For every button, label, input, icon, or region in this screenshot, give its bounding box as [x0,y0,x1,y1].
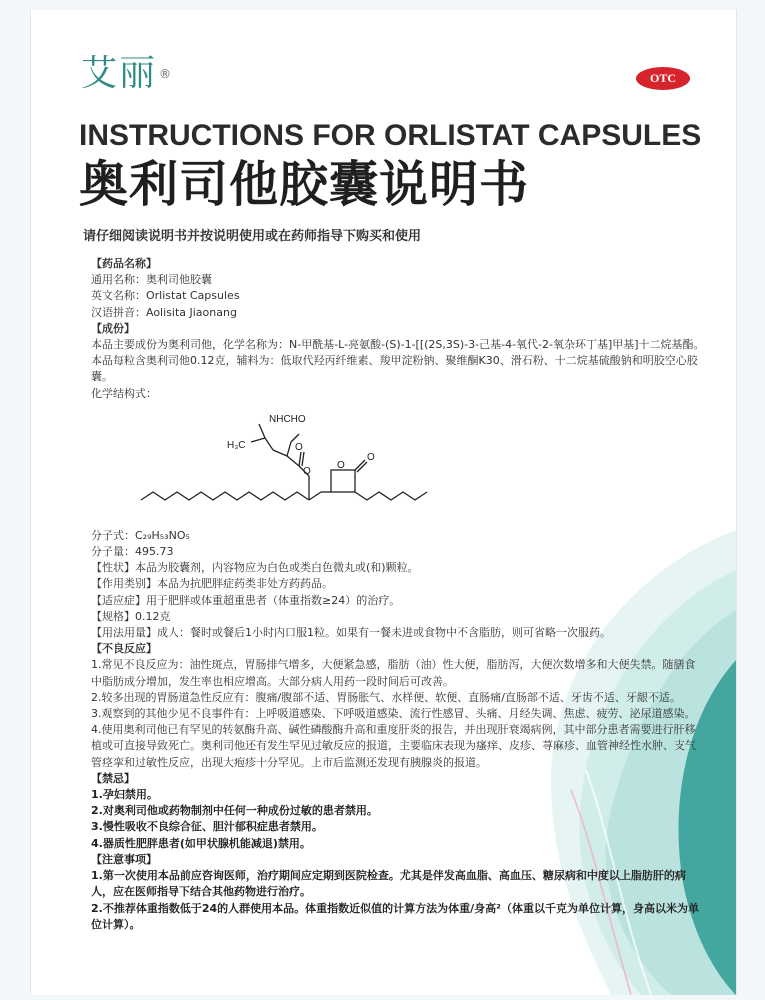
brand-name: 艾丽 [81,53,158,94]
molecular-weight [91,544,706,560]
otc-badge: OTC [636,67,690,90]
oxygen-label-1: O [295,441,303,453]
leaflet-body [91,256,706,933]
formula-label: 分子式： [91,528,135,542]
composition-text: 本品主要成份为奥利司他，化学名称为：N-甲酰基-L-亮氨酸-(S)-1-[[(2S,3S)-3-己基-4-氧代-2-氧杂环丁基]甲基]十二烷基酯。本品每粒含奥利司他0.12克，辅料为：低取代羟丙纤维素、羧甲淀粉钠、聚维酮K30、滑石粉、十二烷基硫酸钠和明胶空心胶囊。 [91,338,705,384]
contraindication-item: 1.孕妇禁用。 [91,788,158,802]
registered-mark: ® [159,67,174,81]
oxygen-label-4: O [367,451,375,463]
dosage: 【用法用量】成人：餐时或餐后1小时内口服1粒。如果有一餐未进或食物中不含脂肪，则可省略一次服药。 [91,626,611,640]
brand-logo [81,54,173,94]
oxygen-label-3: O [337,459,345,471]
h3c-label: H₃C [227,439,246,451]
contraindication-item: 3.慢性吸收不良综合征、胆汁郁积症患者禁用。 [91,820,323,834]
weight-value: 495.73 [135,545,174,559]
adverse-header: 【不良反应】 [91,642,157,656]
tagline: 请仔细阅读说明书并按说明使用或在药师指导下购买和使用 [83,229,422,244]
composition-header: 【成份】 [91,321,135,335]
title-chinese: 奥利司他胶囊说明书 [79,156,530,213]
molecular-formula [91,528,706,544]
adverse-item: 3.观察到的其他少见不良事件有：上呼吸道感染、下呼吸道感染、流行性感冒、头痛、月经失调、焦虑、疲劳、泌尿道感染。 [91,707,696,721]
precaution-item: 2.不推荐体重指数低于24的人群使用本品。体重指数近似值的计算方法为体重/身高²（体重以千克为单位计算，身高以米为单位计算）。 [91,901,699,931]
weight-label: 分子量： [91,545,135,559]
formula-value: C₂₉H₅₃NO₅ [135,528,190,542]
indication: 【适应症】用于肥胖或体重超重患者（体重指数≥24）的治疗。 [91,593,401,607]
properties: 【性状】本品为胶囊剂，内容物应为白色或类白色微丸或(和)颗粒。 [91,561,419,575]
title-english: INSTRUCTIONS FOR ORLISTAT CAPSULES [79,119,702,152]
pinyin-name: 汉语拼音：Aolisita Jiaonang [91,305,237,319]
contraindication-item: 4.器质性肥胖患者(如甲状腺机能减退)禁用。 [91,836,311,850]
drug-name-header: 【药品名称】 [91,257,157,270]
contraindication-item: 2.对奥利司他或药物制剂中任何一种成份过敏的患者禁用。 [91,804,378,818]
precaution-item: 1.第一次使用本品前应咨询医师，治疗期间应定期到医院检查。尤其是伴发高血脂、高血压、糖尿病和中度以上脂肪肝的病人，应在医师指导下结合其他药物进行治疗。 [91,869,686,899]
english-name: 英文名称：Orlistat Capsules [91,289,240,303]
oxygen-label-2: O [303,465,311,477]
action-category: 【作用类别】本品为抗肥胖症药类非处方药药品。 [91,577,333,591]
specification: 【规格】0.12克 [91,609,171,623]
leaflet-page [30,10,737,995]
contraindications-header: 【禁忌】 [91,771,135,785]
structure-label: 化学结构式： [91,386,157,400]
precautions-header: 【注意事项】 [91,852,157,866]
chemical-structure [91,404,706,524]
adverse-item: 1.常见不良反应为：油性斑点，胃肠排气增多，大便紧急感，脂肪（油）性大便，脂肪泻，大便次数增多和大便失禁。随膳食中脂肪成分增加，发生率也相应增高。大部分病人用药一段时间后可改善。 [91,658,696,688]
adverse-item: 2.较多出现的胃肠道急性反应有：腹痛/腹部不适、胃肠胀气、水样便、软便、直肠痛/直肠部不适、牙齿不适、牙龈不适。 [91,690,681,704]
nhcho-label: NHCHO [269,413,306,425]
generic-name: 通用名称：奥利司他胶囊 [91,273,212,287]
adverse-item: 4.使用奥利司他已有罕见的转氨酶升高、碱性磷酸酶升高和重度肝炎的报告，并出现肝衰竭病例，其中部分患者需要进行肝移植或可直接导致死亡。奥利司他还有发生罕见过敏反应的报道，主要临床表现为瘙痒、皮疹、荨麻疹、血管神经性水肿、支气管痉挛和过敏性反应，出现大疱疹十分罕见。上市后监测还发现有胰腺炎的报道。 [91,723,696,769]
